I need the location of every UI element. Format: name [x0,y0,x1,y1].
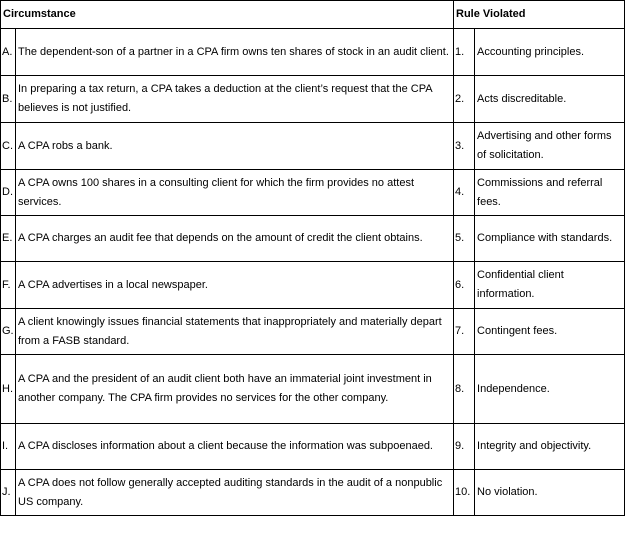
rule-number: 10. [454,470,475,516]
rule-number: 5. [454,216,475,262]
circumstance-cell: The dependent-son of a partner in a CPA firm owns ten shares of stock in an audit client. [16,29,454,76]
circumstance-cell: In preparing a tax return, a CPA takes a deduction at the client’s request that the CPA believes is not justified. [16,76,454,123]
row-letter: D. [1,170,16,216]
row-letter: H. [1,355,16,424]
rule-number: 7. [454,309,475,355]
circumstance-cell: A CPA robs a bank. [16,123,454,170]
row-letter: I. [1,424,16,470]
rule-cell: Commissions and referral fees. [475,170,625,216]
table-row [1,76,625,123]
circumstance-cell: A CPA does not follow generally accepted auditing standards in the audit of a nonpublic US company. [16,470,454,516]
row-letter: E. [1,216,16,262]
rule-cell: Acts discreditable. [475,76,625,123]
rule-cell: Integrity and objectivity. [475,424,625,470]
table-row [1,262,625,309]
table-row [1,170,625,216]
table-row [1,216,625,262]
rule-number: 3. [454,123,475,170]
row-letter: J. [1,470,16,516]
rule-cell: No violation. [475,470,625,516]
rule-number: 1. [454,29,475,76]
circumstance-cell: A CPA charges an audit fee that depends on the amount of credit the client obtains. [16,216,454,262]
row-letter: F. [1,262,16,309]
row-letter: A. [1,29,16,76]
rule-cell: Independence. [475,355,625,424]
rule-cell: Compliance with standards. [475,216,625,262]
circumstance-cell: A CPA owns 100 shares in a consulting client for which the firm provides no attest services. [16,170,454,216]
table-row [1,355,625,424]
rule-cell: Contingent fees. [475,309,625,355]
rule-cell: Confidential client information. [475,262,625,309]
rule-number: 9. [454,424,475,470]
row-letter: B. [1,76,16,123]
rule-violated-header: Rule Violated [454,1,625,29]
row-letter: C. [1,123,16,170]
circumstance-cell: A CPA and the president of an audit client both have an immaterial joint investment in another company. The CPA firm provides no services for the other company. [16,355,454,424]
row-letter: G. [1,309,16,355]
rule-number: 8. [454,355,475,424]
circumstance-cell: A client knowingly issues financial statements that inappropriately and materially depart from a FASB standard. [16,309,454,355]
header-row [1,1,625,29]
circumstance-cell: A CPA discloses information about a client because the information was subpoenaed. [16,424,454,470]
table-row [1,29,625,76]
table-row [1,470,625,516]
table-row [1,309,625,355]
circumstance-header: Circumstance [1,1,454,29]
table-row [1,424,625,470]
rule-number: 6. [454,262,475,309]
rule-number: 4. [454,170,475,216]
table-row [1,123,625,170]
rule-cell: Advertising and other forms of solicitation. [475,123,625,170]
rule-number: 2. [454,76,475,123]
rule-cell: Accounting principles. [475,29,625,76]
circumstance-cell: A CPA advertises in a local newspaper. [16,262,454,309]
